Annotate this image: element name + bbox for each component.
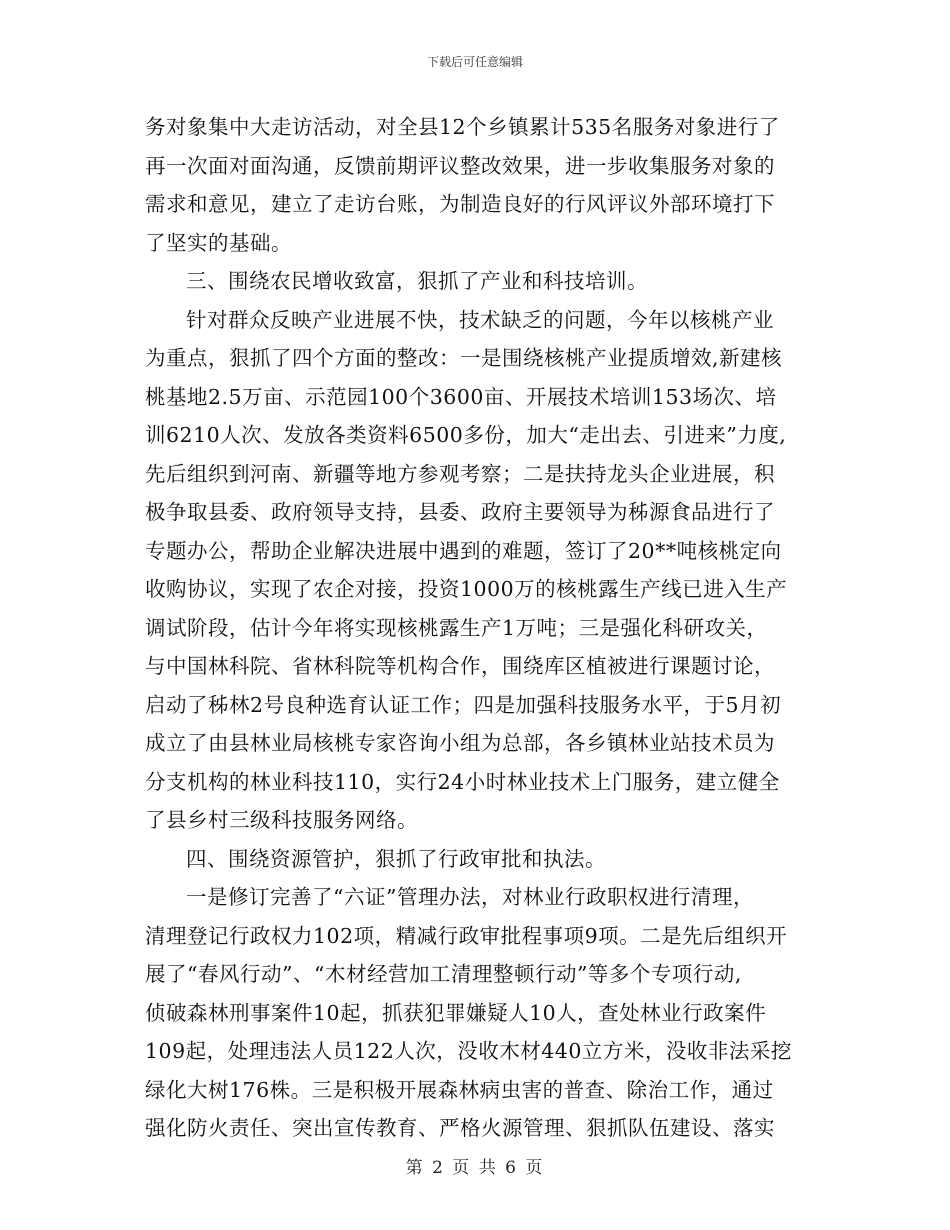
text-line: 109起，处理违法人员122人次，没收木材440立方米，没收非法采挖 — [145, 1039, 792, 1063]
text-line: 展了“春风行动”、“木材经营加工清理整顿行动”等多个专项行动, — [145, 962, 742, 986]
text-line: 分支机构的林业科技110，实行24小时林业技术上门服务，建立健全 — [145, 769, 780, 794]
section-heading: 三、围绕农民增收致富，狠抓了产业和科技培训。 — [186, 269, 648, 293]
text-line: 了坚实的基础。 — [145, 230, 292, 255]
text-line: 训6210人次、发放各类资料6500多份，加大“走出去、引进来”力度, — [145, 423, 787, 447]
page-footer: 第 2 页 共 6 页 — [405, 1158, 545, 1178]
text-line: 再一次面对面沟通，反馈前期评议整改效果，进一步收集服务对象的 — [145, 153, 775, 178]
text-line: 启动了秭林2号良种选育认证工作；四是加强科技服务水平，于5月初 — [145, 692, 782, 717]
text-line: 桃基地2.5万亩、示范园100个3600亩、开展技术培训153场次、培 — [145, 384, 777, 409]
text-line: 绿化大树176株。三是积极开展森林病虫害的普查、除治工作，通过 — [145, 1077, 774, 1102]
text-line: 需求和意见，建立了走访台账，为制造良好的行风评议外部环境打下 — [145, 192, 775, 216]
text-line: 极争取县委、政府领导支持，县委、政府主要领导为秭源食品进行了 — [145, 500, 775, 524]
section-heading: 四、围绕资源管护，狠抓了行政审批和执法。 — [186, 846, 606, 871]
document-body — [145, 108, 825, 1148]
text-line: 收购协议，实现了农企对接，投资1000万的核桃露生产线已进入生产 — [145, 577, 788, 601]
text-line: 为重点，狠抓了四个方面的整改：一是围绕核桃产业提质增效,新建核 — [145, 346, 783, 370]
text-line: 侦破森林刑事案件10起，抓获犯罪嫌疑人10人，查处林业行政案件 — [145, 1000, 767, 1025]
page-header: 下载后可任意编辑 — [426, 55, 523, 69]
paragraph-start: 一是修订完善了“六证”管理办法，对林业行政职权进行清理， — [186, 885, 754, 909]
text-line: 调试阶段，估计今年将实现核桃露生产1万吨；三是强化科研攻关， — [145, 615, 768, 640]
text-line: 强化防火责任、突出宣传教育、严格火源管理、狠抓队伍建设、落实 — [145, 1116, 775, 1140]
text-line: 与中国林科院、省林科院等机构合作，围绕库区植被进行课题讨论， — [145, 654, 775, 678]
text-line: 成立了由县林业局核桃专家咨询小组为总部，各乡镇林业站技术员为 — [145, 731, 775, 755]
text-line: 清理登记行政权力102项，精减行政审批程事项9项。二是先后组织开 — [145, 923, 788, 948]
text-line: 专题办公，帮助企业解决进展中遇到的难题，签订了20**吨核桃定向 — [145, 538, 782, 563]
paragraph-start: 针对群众反映产业进展不快，技术缺乏的问题，今年以核桃产业 — [186, 307, 774, 332]
text-line: 先后组织到河南、新疆等地方参观考察；二是扶持龙头企业进展，积 — [145, 461, 775, 486]
text-line: 了县乡村三级科技服务网络。 — [145, 808, 418, 832]
text-line: 务对象集中大走访活动，对全县12个乡镇累计535名服务对象进行了 — [145, 115, 780, 139]
